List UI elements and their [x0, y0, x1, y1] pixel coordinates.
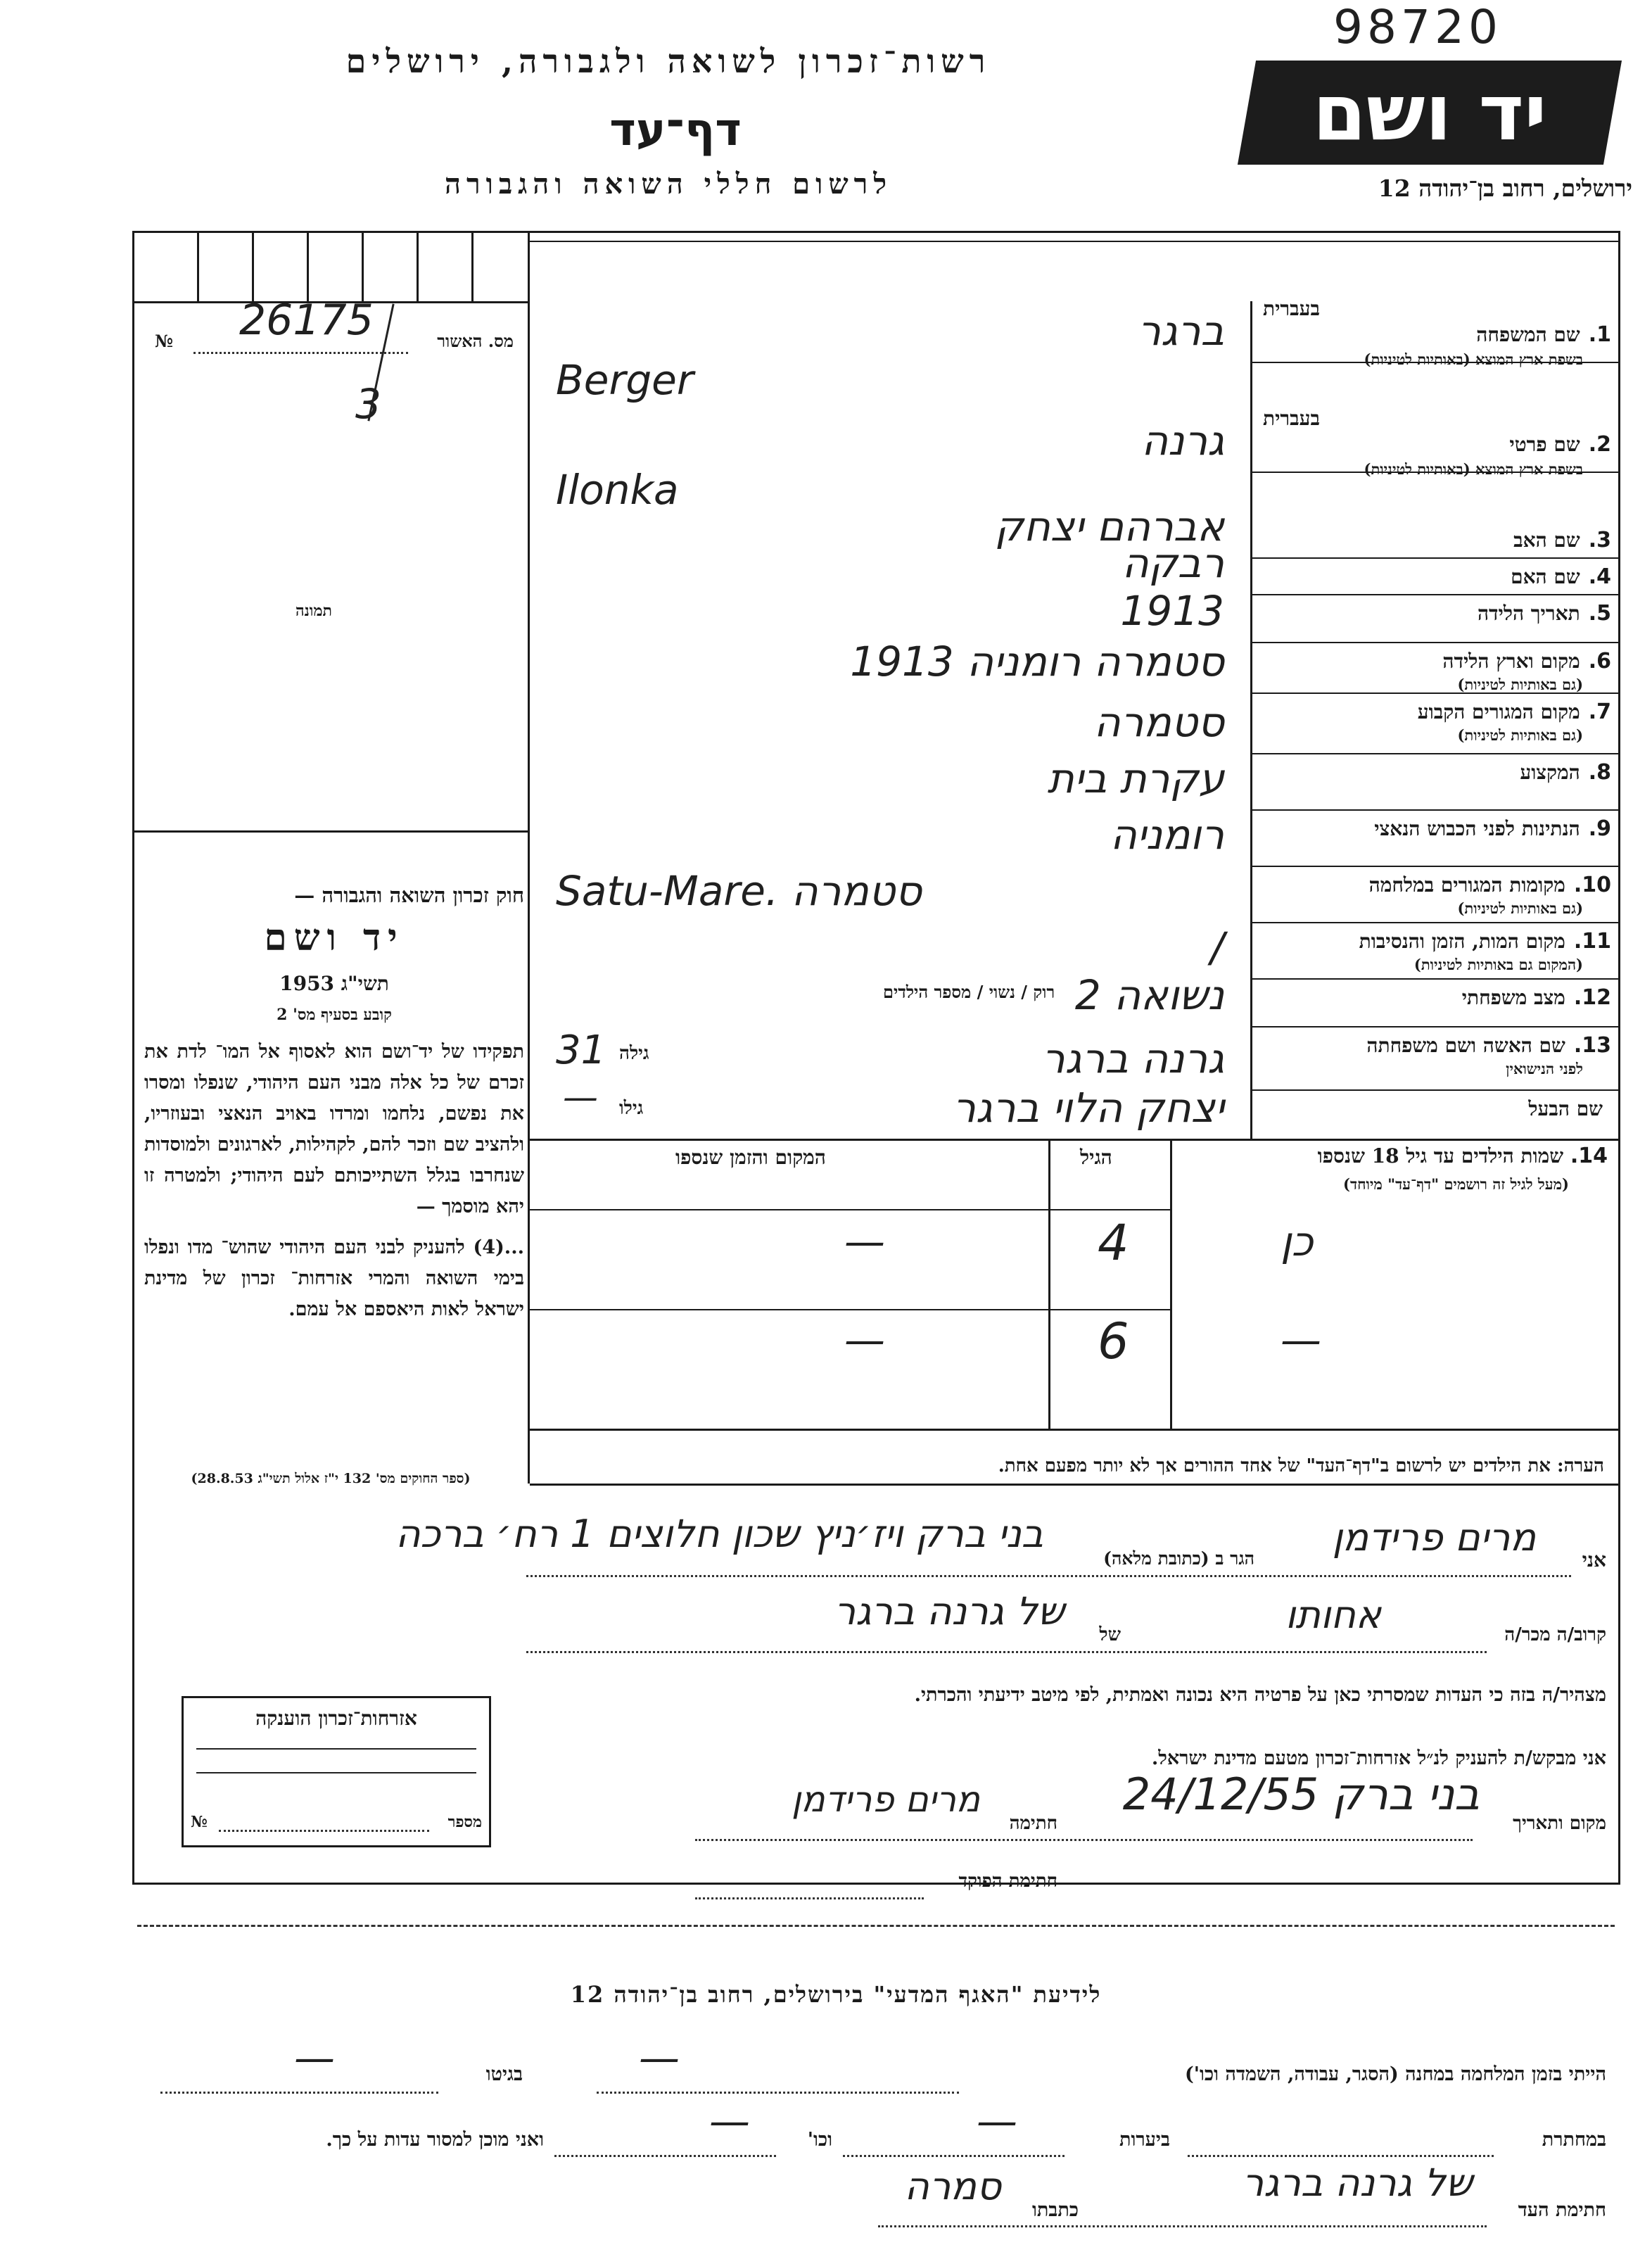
age-value-husband: —	[563, 1077, 598, 1118]
law-title: חוק זכרון השואה והגבורה —	[294, 883, 524, 907]
field-label	[1259, 322, 1611, 347]
child-age: 6	[1098, 1313, 1129, 1370]
header-address: ירושלים, רחוב בן־יהודה 12	[1378, 175, 1632, 202]
field-number: 5.	[1588, 601, 1611, 626]
field-row-divider	[1250, 1026, 1620, 1027]
decl-address-label: הגר ב (כתובת מלאה)	[1103, 1548, 1254, 1569]
field-row-divider	[1250, 809, 1620, 811]
field-language-label: בעברית	[1263, 407, 1321, 430]
field-sublabel: (המקום גם באותיות לטיניות)	[1413, 956, 1583, 973]
field-label	[1259, 700, 1611, 724]
children-age-col-right	[1170, 1139, 1172, 1431]
age-label-husband: גילו	[619, 1098, 644, 1119]
field-number: 8.	[1588, 760, 1611, 785]
field-label	[1259, 1033, 1611, 1058]
field-row-divider	[1250, 978, 1620, 980]
field-value: אברהם יצחק	[994, 502, 1224, 550]
witness-line	[878, 2225, 1487, 2227]
field-value: רבקה	[1122, 539, 1224, 587]
certificate-line-1	[196, 1748, 476, 1750]
field-sublabel: (גם באותיות לטיניות)	[1457, 726, 1583, 744]
field-label-text: שם הבעל	[1528, 1097, 1603, 1120]
ghetto-line	[160, 2092, 438, 2094]
field-value: רומניה	[1110, 811, 1224, 859]
field-label-text: שם האשה ושם משפחתה	[1366, 1034, 1565, 1057]
children-sublabel: (מעל לגיל זה רושמים "דף־עד" מיוחד)	[1343, 1175, 1569, 1193]
field-number: 3.	[1588, 528, 1611, 552]
field-row-divider	[1250, 594, 1620, 595]
cert-number-line	[193, 352, 408, 354]
forests-line	[843, 2155, 1065, 2157]
field-label-text: מקומות המגורים במלחמה	[1368, 873, 1565, 897]
child-death-place: —	[844, 1316, 885, 1364]
decl-line-3	[695, 1839, 1473, 1841]
law-year: תשי"ג 1953	[279, 972, 389, 995]
field-row-divider	[1250, 753, 1620, 754]
field-label-text: שם פרטי	[1509, 433, 1580, 456]
certificate-title: אזרחות־זכרון הוענקה	[255, 1707, 417, 1730]
field-value: Ilonka	[556, 466, 679, 514]
children-no: 14.	[1570, 1144, 1608, 1168]
left-column-divider	[528, 231, 530, 1484]
photo-label: תמונה	[296, 602, 332, 620]
field-label	[1259, 816, 1611, 841]
archive-page-number: 98720	[1333, 0, 1502, 54]
field-value: יצחק הלוי ברגר	[953, 1084, 1224, 1132]
field-row-divider	[1250, 642, 1620, 643]
field-label-text: שם האם	[1511, 565, 1580, 588]
law-text-1: תפקידו של יד־ושם הוא לאסוף אל המו־ לדת את זכרם של כל אלה מבני העם היהודי, שנפלו ומסרו את נפשם, נלחמו ומרדו באויב הנאצי ובעוזריו, ולהציב שם וזכר להם, לקהילות, לארגונים ולמוסדות שנחרבו בגלל השתייכותם לעם היהודי; ולמטרה זו יהא מוסמך —	[144, 1041, 524, 1218]
decl-relation-label: קרוב/ה מכר/ה	[1504, 1624, 1606, 1645]
law-name: יד ושם	[264, 916, 405, 959]
certificate-number-row	[191, 1813, 482, 1837]
field-number: 1.	[1588, 322, 1611, 347]
decl-line-1	[526, 1575, 1571, 1577]
field-value: 1913	[1120, 587, 1224, 635]
field-label	[1259, 649, 1611, 673]
label-column-divider	[1250, 301, 1252, 1139]
form-title: דף־עד	[609, 104, 742, 156]
cert-label: מס. האשור	[437, 331, 514, 351]
child-name: —	[1281, 1316, 1321, 1364]
field-value: עקרת בית	[1047, 754, 1224, 802]
field-sublabel: (גם באותיות לטיניות)	[1457, 676, 1583, 693]
camp-label: הייתי בזמן המלחמה במחנה (הסגר, עבודה, השמדה וכו')	[1184, 2063, 1606, 2085]
digit-box-divider	[362, 232, 364, 301]
decl-relation: אחותו	[1285, 1593, 1381, 1637]
witness-label: חתימת העד	[1518, 2199, 1606, 2221]
law-section: קובע בסעיף מס' 2	[277, 1006, 392, 1024]
field-row-divider	[1250, 557, 1620, 559]
certificate-line-2	[196, 1772, 476, 1773]
decl-of-label: של	[1099, 1624, 1121, 1645]
bottom-notice: לידיעת "האגף המדעי" בירושלים, רחוב בן־יהודה 12	[570, 1981, 1102, 2008]
authority-title: רשות־זכרון לשואה ולגבורה, ירושלים	[345, 42, 991, 80]
field-label-text: הנתינות לפני הכבוש הנאצי	[1374, 817, 1580, 840]
field-label	[1259, 760, 1611, 785]
child-name: כן	[1281, 1218, 1314, 1265]
underground-line	[1188, 2155, 1494, 2157]
field-label-text: מצב משפחתי	[1461, 986, 1565, 1009]
decl-i-label: אני	[1582, 1548, 1606, 1571]
field-sublabel: בשפת ארץ המוצא (באותיות לטיניות)	[1364, 460, 1583, 478]
field-label	[1259, 564, 1611, 589]
children-place-header: המקום והזמן שנספו	[675, 1146, 826, 1169]
etc-line	[554, 2155, 776, 2157]
field-value: סטמרה רומניה 1913	[850, 638, 1224, 685]
digit-box-divider	[471, 232, 474, 301]
field-number: 13.	[1573, 1033, 1611, 1058]
decl-place-date-label: מקום ותאריך	[1513, 1813, 1606, 1834]
field-number: 12.	[1573, 985, 1611, 1010]
digit-box-divider	[252, 232, 254, 301]
law-text-2: ...(4) להעניק לבני העם היהודי שהוש־ מדו ונפלו בימי השואה והמרי אזרחות־ זכרון של מדינת ישראל לאות היאספם אל עמם.	[144, 1237, 524, 1320]
camp-line	[597, 2092, 959, 2094]
witness-value: של גרנה ברגר	[1242, 2161, 1473, 2205]
field-label	[1259, 601, 1611, 626]
field-number: 10.	[1573, 873, 1611, 897]
field-value: ברגר	[1138, 307, 1224, 355]
field-label-text: שם המשפחה	[1476, 323, 1580, 346]
decl-request: אני מבקש/ת להעניק לנ״ל אזרחות־זכרון מטעם מדינת ישראל.	[1151, 1747, 1606, 1769]
child-age: 4	[1098, 1214, 1129, 1272]
children-table-bottom	[530, 1429, 1619, 1431]
ghetto-label: בגיטו	[485, 2063, 523, 2085]
decl-statement: מצהיר/ה בזה כי העדות שמסרתי כאן על פרטיה היא נכונה ואמתית, לפי מיטב ידיעתי והכרתי.	[914, 1684, 1606, 1706]
field-sublabel: בשפת ארץ המוצא (באותיות לטיניות)	[1364, 350, 1583, 368]
field-number: 2.	[1588, 432, 1611, 457]
logo-text: יד ושם	[1312, 68, 1547, 158]
decl-signature-label: חתימה	[1009, 1813, 1057, 1834]
field-value: /	[1210, 923, 1224, 971]
field-label	[1259, 873, 1611, 897]
photo-box-bottom	[132, 830, 530, 833]
underground-label: במחתרת	[1542, 2129, 1606, 2151]
field-sublabel: לפני הנישואין	[1506, 1060, 1583, 1077]
bottom-dashed-separator	[137, 1925, 1615, 1927]
field-label	[1259, 432, 1611, 457]
field-value: גרנה ברגר	[1041, 1035, 1224, 1082]
field-label-text: מקום וארץ הלידה	[1442, 650, 1580, 673]
children-row-1-bottom	[530, 1309, 1170, 1310]
field-row-divider	[1250, 922, 1620, 923]
children-label	[1189, 1144, 1608, 1168]
field-number: 6.	[1588, 649, 1611, 673]
ready-label: ואני מוכן למסור עדות על כך.	[326, 2129, 544, 2151]
field-label	[1259, 985, 1611, 1010]
digit-box-divider	[307, 232, 309, 301]
digit-box-divider	[197, 232, 199, 301]
decl-signature: מרים פרידמן	[792, 1779, 980, 1820]
forests-value: —	[977, 2097, 1017, 2145]
forests-label: ביערות	[1119, 2129, 1170, 2151]
camp-value: —	[639, 2034, 680, 2082]
field-label-text: מקום המגורים הקבוע	[1417, 700, 1580, 723]
field-label-text: שם האב	[1513, 529, 1580, 552]
etc-value: —	[709, 2097, 750, 2145]
decl-officer-label: חתימת הפוקד	[958, 1871, 1057, 1892]
law-reference: (ספר החוקים מס' 132 י"ז אלול תשי"ג 28.8.53)	[191, 1471, 471, 1486]
field-value: סטמרה	[1093, 698, 1224, 746]
decl-officer-line	[695, 1897, 924, 1899]
field-value: Satu-Mare. סטמרה	[556, 867, 922, 915]
field-label-text: המקצוע	[1520, 761, 1580, 784]
age-label-wife: גילה	[619, 1043, 649, 1064]
cert-no-symbol: №	[155, 331, 174, 351]
field-row-divider	[1250, 866, 1620, 867]
etc-label: וכו'	[807, 2129, 832, 2151]
field-language-label: בעברית	[1263, 297, 1321, 320]
decl-line-2	[526, 1651, 1487, 1653]
child-death-place: —	[844, 1218, 885, 1265]
cert-sub-number: 3	[355, 380, 381, 428]
marital-label: רוק / נשוי / מספר הילדים	[883, 982, 1055, 1002]
field-value: נשואה 2	[1074, 971, 1224, 1019]
field-value: Berger	[556, 356, 694, 404]
children-table-top	[530, 1139, 1619, 1141]
yad-vashem-logo	[1238, 61, 1622, 165]
law-box	[144, 883, 524, 1325]
age-value-wife: 31	[556, 1027, 606, 1073]
field-number: 11.	[1573, 929, 1611, 954]
digit-box-divider	[417, 232, 419, 301]
field-label	[1259, 528, 1611, 552]
ghetto-value: —	[294, 2034, 335, 2082]
children-age-header: הגיל	[1080, 1146, 1112, 1169]
children-age-col-left	[1048, 1139, 1050, 1431]
certificate-no-symbol: №	[191, 1813, 208, 1831]
decl-address: בני ברק ויז׳ניץ שכון חלוצים 1 רח׳ ברכה	[395, 1512, 1043, 1556]
field-row-divider	[1250, 1089, 1620, 1091]
field-number: 9.	[1588, 816, 1611, 841]
field-value: גרנה	[1141, 417, 1224, 464]
written-value: סמרה	[904, 2164, 1001, 2208]
certificate-box	[182, 1696, 491, 1847]
children-title: שמות הילדים עד גיל 18 שנספו	[1317, 1144, 1564, 1168]
certificate-number-line	[219, 1830, 429, 1832]
field-number: 7.	[1588, 700, 1611, 724]
field-label-text: מקום המות, הזמן והנסיבות	[1359, 930, 1565, 953]
cert-number: 26175	[239, 296, 374, 345]
bottom-section	[132, 1928, 1620, 2259]
decl-relative-name: של גרנה ברגר	[834, 1589, 1065, 1633]
field-sublabel: (גם באותיות לטיניות)	[1457, 899, 1583, 917]
decl-place-date: בני ברק 24/12/55	[1122, 1769, 1480, 1820]
field-label	[1259, 929, 1611, 954]
form-subtitle: לרשום חללי השואה והגבורה	[444, 167, 893, 201]
field-number: 4.	[1588, 564, 1611, 589]
strip-top-right	[530, 241, 1619, 242]
certificate-number-label: מספר	[447, 1813, 482, 1831]
children-header-bottom	[530, 1209, 1170, 1210]
decl-name: מרים פרידמן	[1332, 1515, 1536, 1560]
field-label-text: תאריך הלידה	[1477, 602, 1580, 625]
written-label: כתבתו	[1031, 2199, 1079, 2221]
note-text: הערה: את הילדים יש לרשום ב"דף־העד" של אחד ההורים אך לא יותר מפעם אחת.	[998, 1455, 1604, 1476]
field-label	[1259, 1096, 1611, 1121]
